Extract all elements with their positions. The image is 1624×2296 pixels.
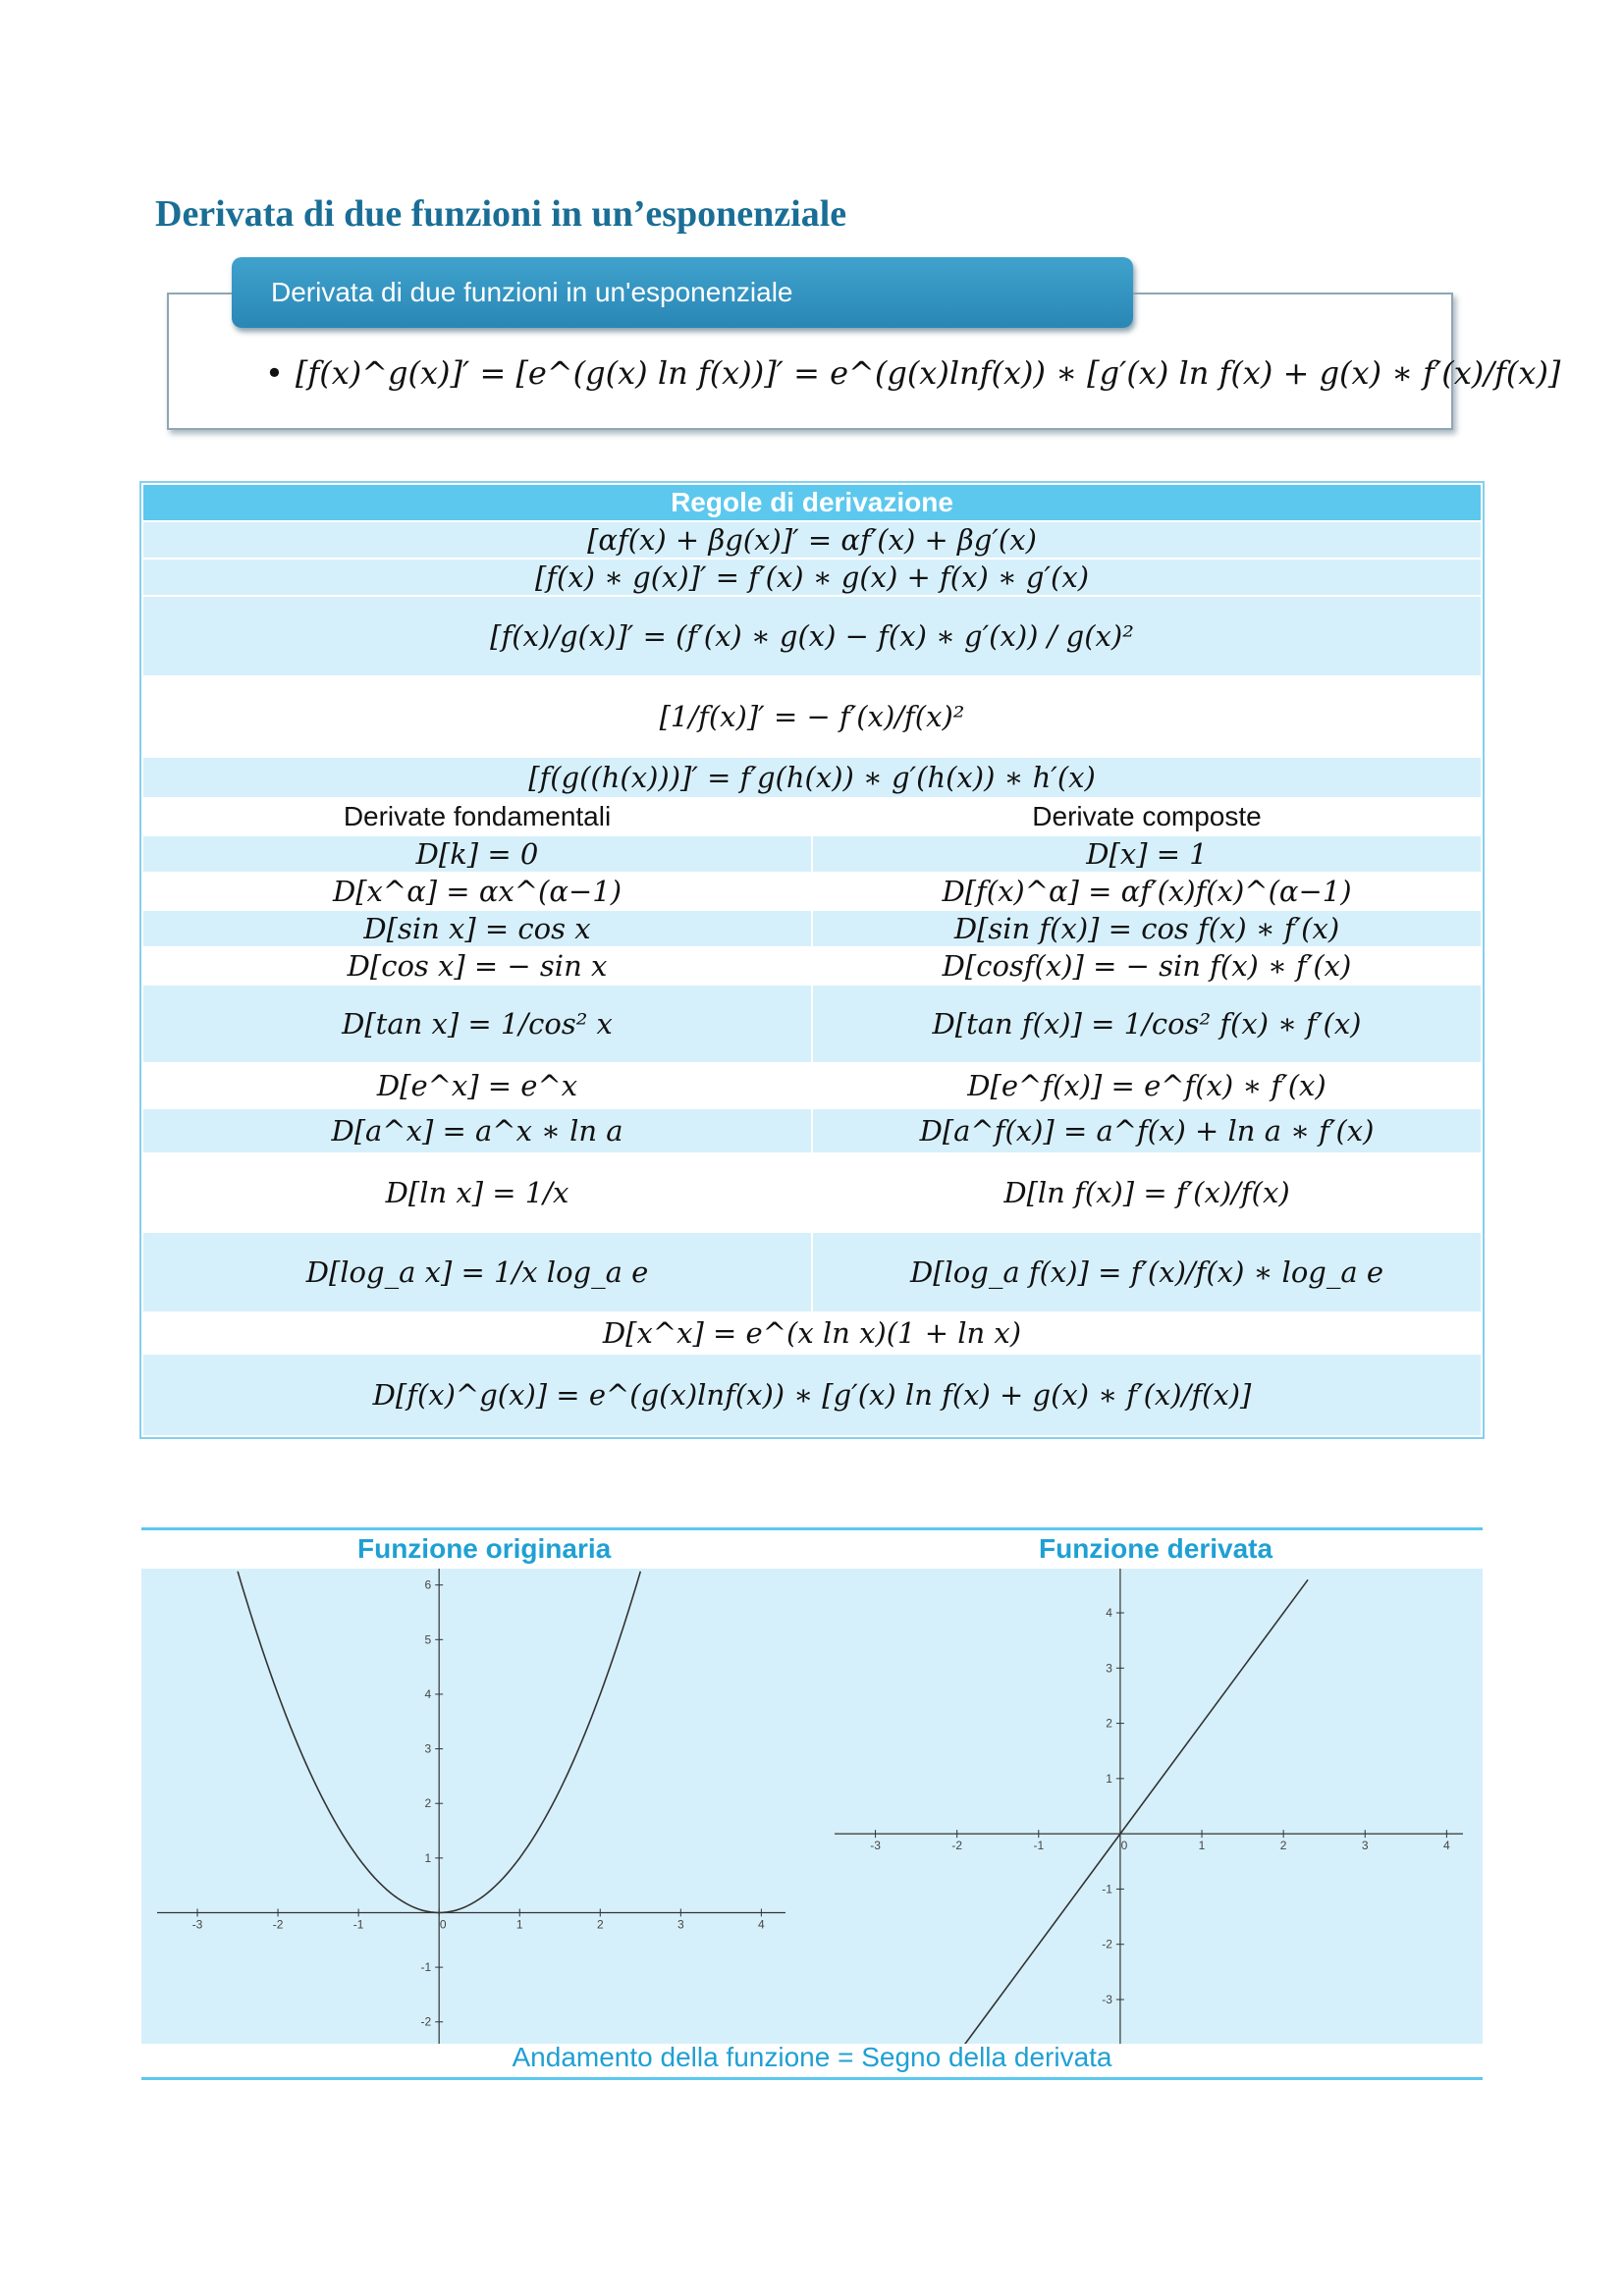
chart-derivative-function	[835, 1569, 1463, 2044]
chart-left-y-tick-label: -2	[420, 2014, 432, 2029]
rule-left: D[e^x] = e^x	[142, 1063, 812, 1108]
chart-right-y-tick-label: 4	[1106, 1606, 1112, 1621]
rule-reciprocal: [1/f(x)]′ = − f′(x)/f(x)²	[142, 676, 1482, 757]
col-header-fundamental: Derivate fondamentali	[142, 798, 812, 835]
rule-left: D[x^α] = αx^(α−1)	[142, 873, 812, 910]
chart-left-x-tick-label: 0	[439, 1917, 447, 1932]
rule-right: D[x] = 1	[812, 835, 1482, 873]
chart-left-x-tick-label: 2	[596, 1917, 604, 1932]
chart-right-x-tick-label: -3	[870, 1839, 881, 1853]
chart-left-y-tick-label: 1	[424, 1850, 432, 1865]
chart-right-x-tick-label: 3	[1361, 1839, 1369, 1853]
rule-right: D[a^f(x)] = a^f(x) + ln a ∗ f′(x)	[812, 1108, 1482, 1153]
rule-exponential-functions: D[f(x)^g(x)] = e^(g(x)lnf(x)) ∗ [g′(x) ln f(x) + g(x) ∗ f′(x)/f(x)]	[142, 1354, 1482, 1436]
chart-right-x-tick-label: 1	[1198, 1839, 1206, 1853]
rule-left: D[tan x] = 1/cos² x	[142, 985, 812, 1063]
chart-title-original: Funzione originaria	[357, 1533, 612, 1564]
chart-left-y-tick-label: 3	[424, 1741, 432, 1756]
chart-left-x-tick-label: 1	[515, 1917, 523, 1932]
rule-left: D[sin x] = cos x	[142, 910, 812, 947]
rule-quotient: [f(x)/g(x)]′ = (f′(x) ∗ g(x) − f(x) ∗ g′(x)) / g(x)²	[142, 596, 1482, 676]
chart-right-y-tick-label: -3	[1102, 1992, 1112, 2006]
chart-left-y-tick-label: 4	[424, 1686, 432, 1701]
chart-right-x-tick-label: -1	[1033, 1839, 1045, 1853]
rule-product: [f(x) ∗ g(x)]′ = f′(x) ∗ g(x) + f(x) ∗ g′(x)	[142, 559, 1482, 596]
chart-right-y-tick-label: -2	[1102, 1937, 1112, 1951]
chart-left-y-tick-label: -1	[420, 1960, 432, 1975]
chart-right-y-tick-label: 3	[1106, 1661, 1112, 1676]
formula-box-header: Derivata di due funzioni in un'esponenziale	[232, 257, 1133, 328]
chart-right-x-tick-label: 2	[1279, 1839, 1287, 1853]
chart-left-x-tick-label: -3	[191, 1917, 203, 1932]
rule-right: D[tan f(x)] = 1/cos² f(x) ∗ f′(x)	[812, 985, 1482, 1063]
charts-bottom-rule	[141, 2077, 1483, 2080]
derivation-rules-table	[141, 483, 1483, 1437]
rule-left: D[log_a x] = 1/x log_a e	[142, 1232, 812, 1312]
chart-right-y-tick-label: -1	[1102, 1882, 1112, 1896]
col-header-composite: Derivate composte	[812, 798, 1482, 835]
formula-box-content	[265, 339, 1561, 407]
rules-table-header: Regole di derivazione	[142, 484, 1482, 521]
rule-right: D[sin f(x)] = cos f(x) ∗ f′(x)	[812, 910, 1482, 947]
chart-original-function	[157, 1569, 785, 2044]
bullet-icon: •	[265, 354, 284, 392]
chart-right-y-tick-label: 1	[1106, 1771, 1112, 1786]
rule-left: D[cos x] = − sin x	[142, 947, 812, 985]
chart-left-x-tick-label: -1	[352, 1917, 364, 1932]
exponential-derivative-formula: [f(x)^g(x)]′ = [e^(g(x) ln f(x))]′ = e^(g(x)lnf(x)) ∗ [g′(x) ln f(x) + g(x) ∗ f′(x)/f(x)]	[295, 354, 1561, 392]
chart-right-x-tick-label: 0	[1120, 1839, 1128, 1853]
chart-left-y-tick-label: 6	[424, 1577, 432, 1592]
chart-right-x-tick-label: 4	[1443, 1839, 1450, 1853]
rule-x-power-x: D[x^x] = e^(x ln x)(1 + ln x)	[142, 1312, 1482, 1354]
chart-title-derivative: Funzione derivata	[1039, 1533, 1273, 1564]
charts-top-rule	[141, 1527, 1483, 1530]
rule-right: D[log_a f(x)] = f′(x)/f(x) ∗ log_a e	[812, 1232, 1482, 1312]
rule-left: D[ln x] = 1/x	[142, 1153, 812, 1232]
rule-right: D[e^f(x)] = e^f(x) ∗ f′(x)	[812, 1063, 1482, 1108]
chart-left-x-tick-label: 3	[677, 1917, 684, 1932]
chart-left-x-tick-label: 4	[758, 1917, 765, 1932]
charts-caption: Andamento della funzione = Segno della derivata	[512, 2042, 1112, 2072]
chart-right-series-line	[957, 1579, 1308, 2044]
rule-chain: [f(g((h(x)))]′ = f′g(h(x)) ∗ g′(h(x)) ∗ h′(x)	[142, 757, 1482, 798]
page-title: Derivata di due funzioni in un’esponenziale	[155, 193, 847, 235]
rule-right: D[cosf(x)] = − sin f(x) ∗ f′(x)	[812, 947, 1482, 985]
chart-right-y-tick-label: 2	[1106, 1716, 1112, 1731]
chart-left-x-tick-label: -2	[272, 1917, 284, 1932]
chart-left-y-tick-label: 2	[424, 1796, 432, 1811]
rule-left: D[a^x] = a^x ∗ ln a	[142, 1108, 812, 1153]
chart-left-y-tick-label: 5	[424, 1632, 432, 1647]
chart-right-x-tick-label: -2	[951, 1839, 963, 1853]
rule-linearity: [αf(x) + βg(x)]′ = αf′(x) + βg′(x)	[142, 521, 1482, 559]
rule-left: D[k] = 0	[142, 835, 812, 873]
rule-right: D[f(x)^α] = αf′(x)f(x)^(α−1)	[812, 873, 1482, 910]
rule-right: D[ln f(x)] = f′(x)/f(x)	[812, 1153, 1482, 1232]
